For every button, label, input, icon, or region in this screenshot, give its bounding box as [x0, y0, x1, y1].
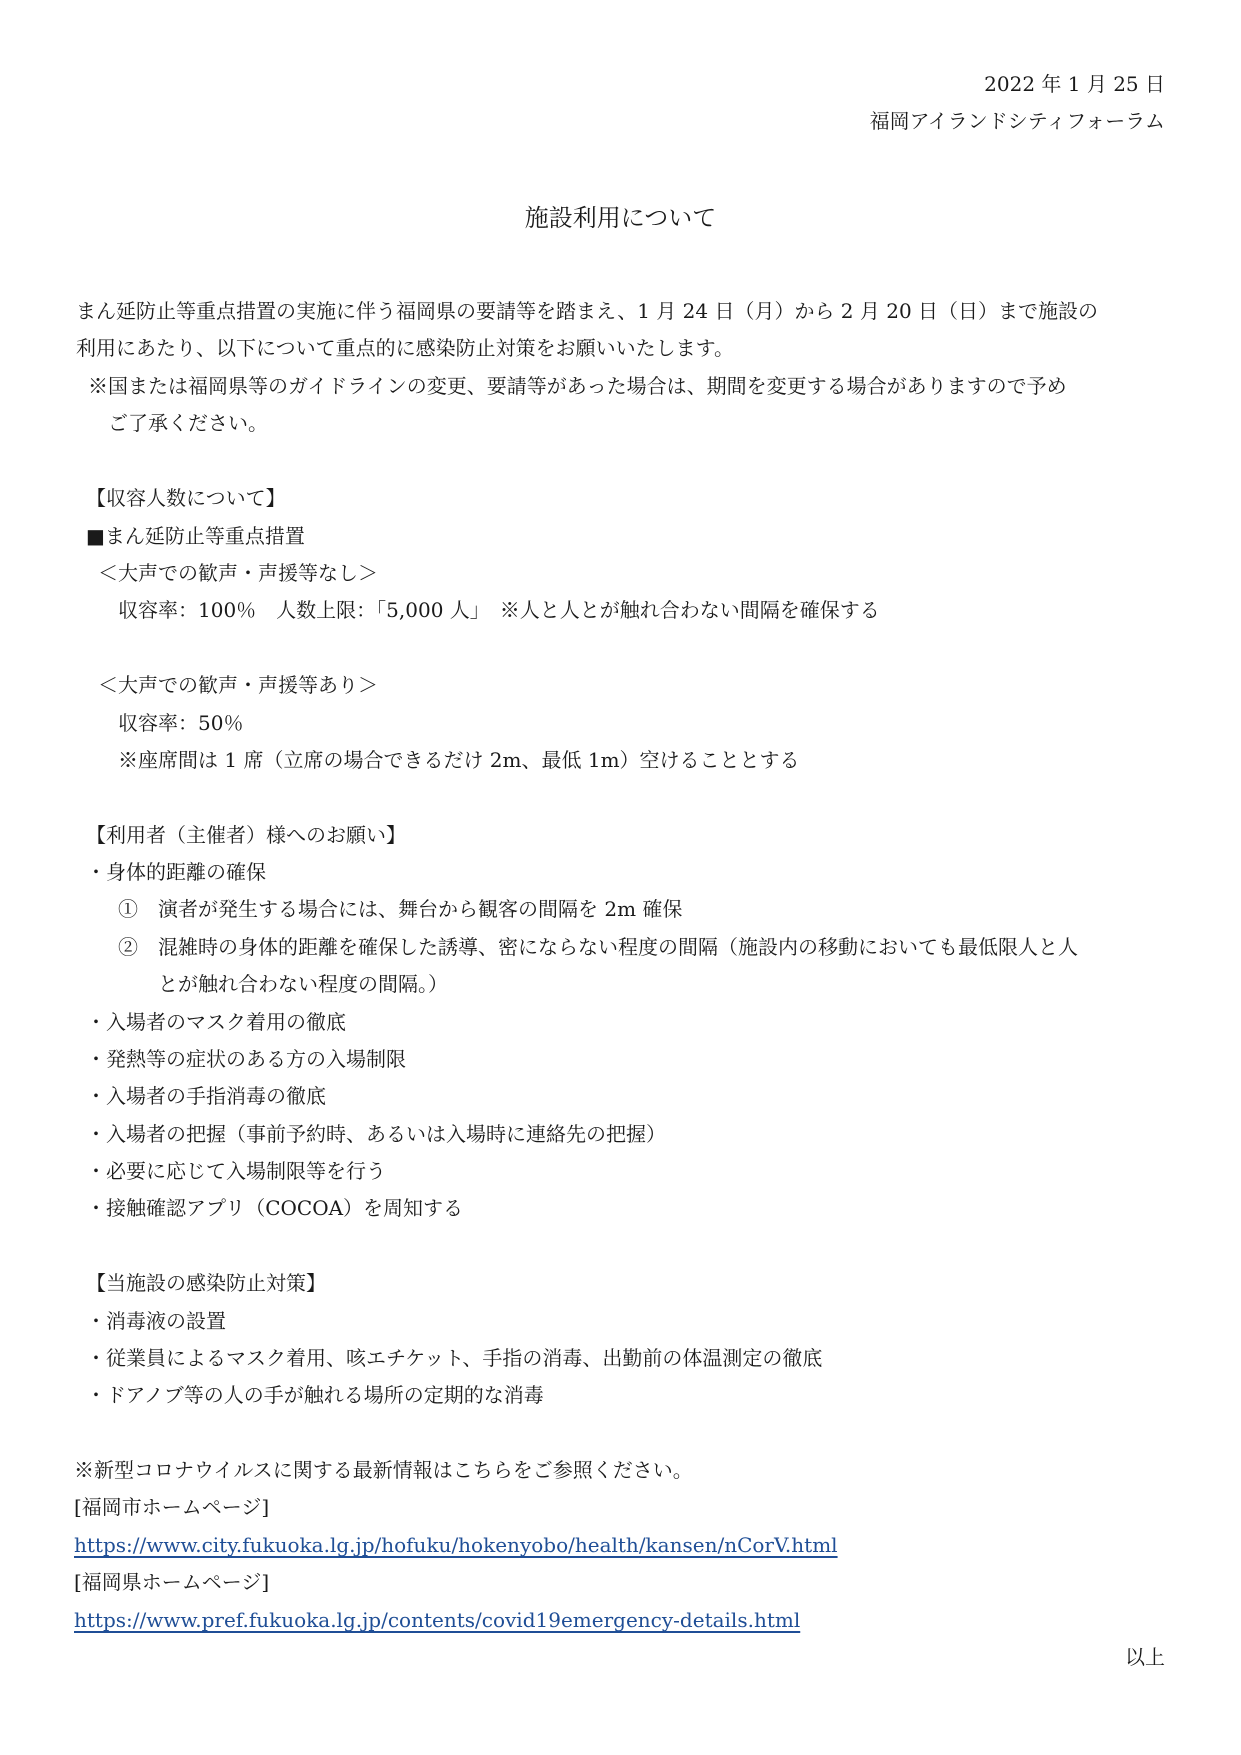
- closing-text: 以上: [1125, 1645, 1165, 1669]
- cheer-label: ＜大声での歓声・声援等あり＞: [98, 673, 378, 697]
- no-cheer-label: ＜大声での歓声・声援等なし＞: [98, 561, 378, 585]
- distance-item: ・身体的距離の確保: [86, 860, 266, 884]
- capacity-heading: 【収容人数について】: [86, 486, 286, 510]
- request-item: ・入場者の把握（事前予約時、あるいは入場時に連絡先の把握）: [86, 1122, 666, 1146]
- issuer-name: 福岡アイランドシティフォーラム: [869, 109, 1165, 133]
- info-note: ※新型コロナウイルスに関する最新情報はこちらをご参照ください。: [74, 1458, 693, 1482]
- city-homepage-label: [福岡市ホームページ]: [74, 1495, 270, 1519]
- facility-item: ・消毒液の設置: [86, 1309, 226, 1333]
- cheer-rate: 収容率：50％: [118, 711, 244, 735]
- request-item: ・入場者のマスク着用の徹底: [86, 1010, 346, 1034]
- no-cheer-detail: 収容率：100％ 人数上限：「5,000 人」 ※人と人とが触れ合わない間隔を確保する: [118, 598, 880, 622]
- intro-note-line-2: ご了承ください。: [108, 411, 268, 435]
- city-homepage-link[interactable]: https://www.city.fukuoka.lg.jp/hofuku/hokenyobo/health/kansen/nCorV.html: [74, 1533, 838, 1557]
- request-item: ・発熱等の症状のある方の入場制限: [86, 1047, 406, 1071]
- capacity-measure: ■まん延防止等重点措置: [86, 524, 305, 548]
- distance-sub-item-2-cont: とが触れ合わない程度の間隔。）: [158, 972, 448, 996]
- cheer-seating-note: ※座席間は 1 席（立席の場合できるだけ 2m、最低 1m）空けることとする: [118, 748, 800, 772]
- document-date: 2022 年 1 月 25 日: [984, 72, 1165, 96]
- distance-sub-item-2: ② 混雑時の身体的距離を確保した誘導、密にならない程度の間隔（施設内の移動においても最低限人と人: [118, 935, 1078, 959]
- request-item: ・必要に応じて入場制限等を行う: [86, 1159, 386, 1183]
- facility-heading: 【当施設の感染防止対策】: [86, 1271, 326, 1295]
- pref-homepage-link[interactable]: https://www.pref.fukuoka.lg.jp/contents/covid19emergency-details.html: [74, 1608, 801, 1632]
- facility-item: ・ドアノブ等の人の手が触れる場所の定期的な消毒: [86, 1383, 544, 1407]
- distance-sub-item-1: ① 演者が発生する場合には、舞台から観客の間隔を 2m 確保: [118, 897, 683, 921]
- facility-item: ・従業員によるマスク着用、咳エチケット、手指の消毒、出勤前の体温測定の徹底: [86, 1346, 823, 1370]
- intro-line-2: 利用にあたり、以下について重点的に感染防止対策をお願いいたします。: [76, 336, 734, 360]
- document-title: 施設利用について: [524, 204, 717, 232]
- pref-homepage-label: [福岡県ホームページ]: [74, 1570, 270, 1594]
- intro-line-1: まん延防止等重点措置の実施に伴う福岡県の要請等を踏まえ、1 月 24 日（月）から 2 月 20 日（日）まで施設の: [76, 299, 1099, 323]
- intro-note-line-1: ※国または福岡県等のガイドラインの変更、要請等があった場合は、期間を変更する場合がありますので予め: [88, 374, 1067, 398]
- requests-heading: 【利用者（主催者）様へのお願い】: [86, 823, 406, 847]
- request-item: ・接触確認アプリ（COCOA）を周知する: [86, 1196, 464, 1220]
- request-item: ・入場者の手指消毒の徹底: [86, 1084, 326, 1108]
